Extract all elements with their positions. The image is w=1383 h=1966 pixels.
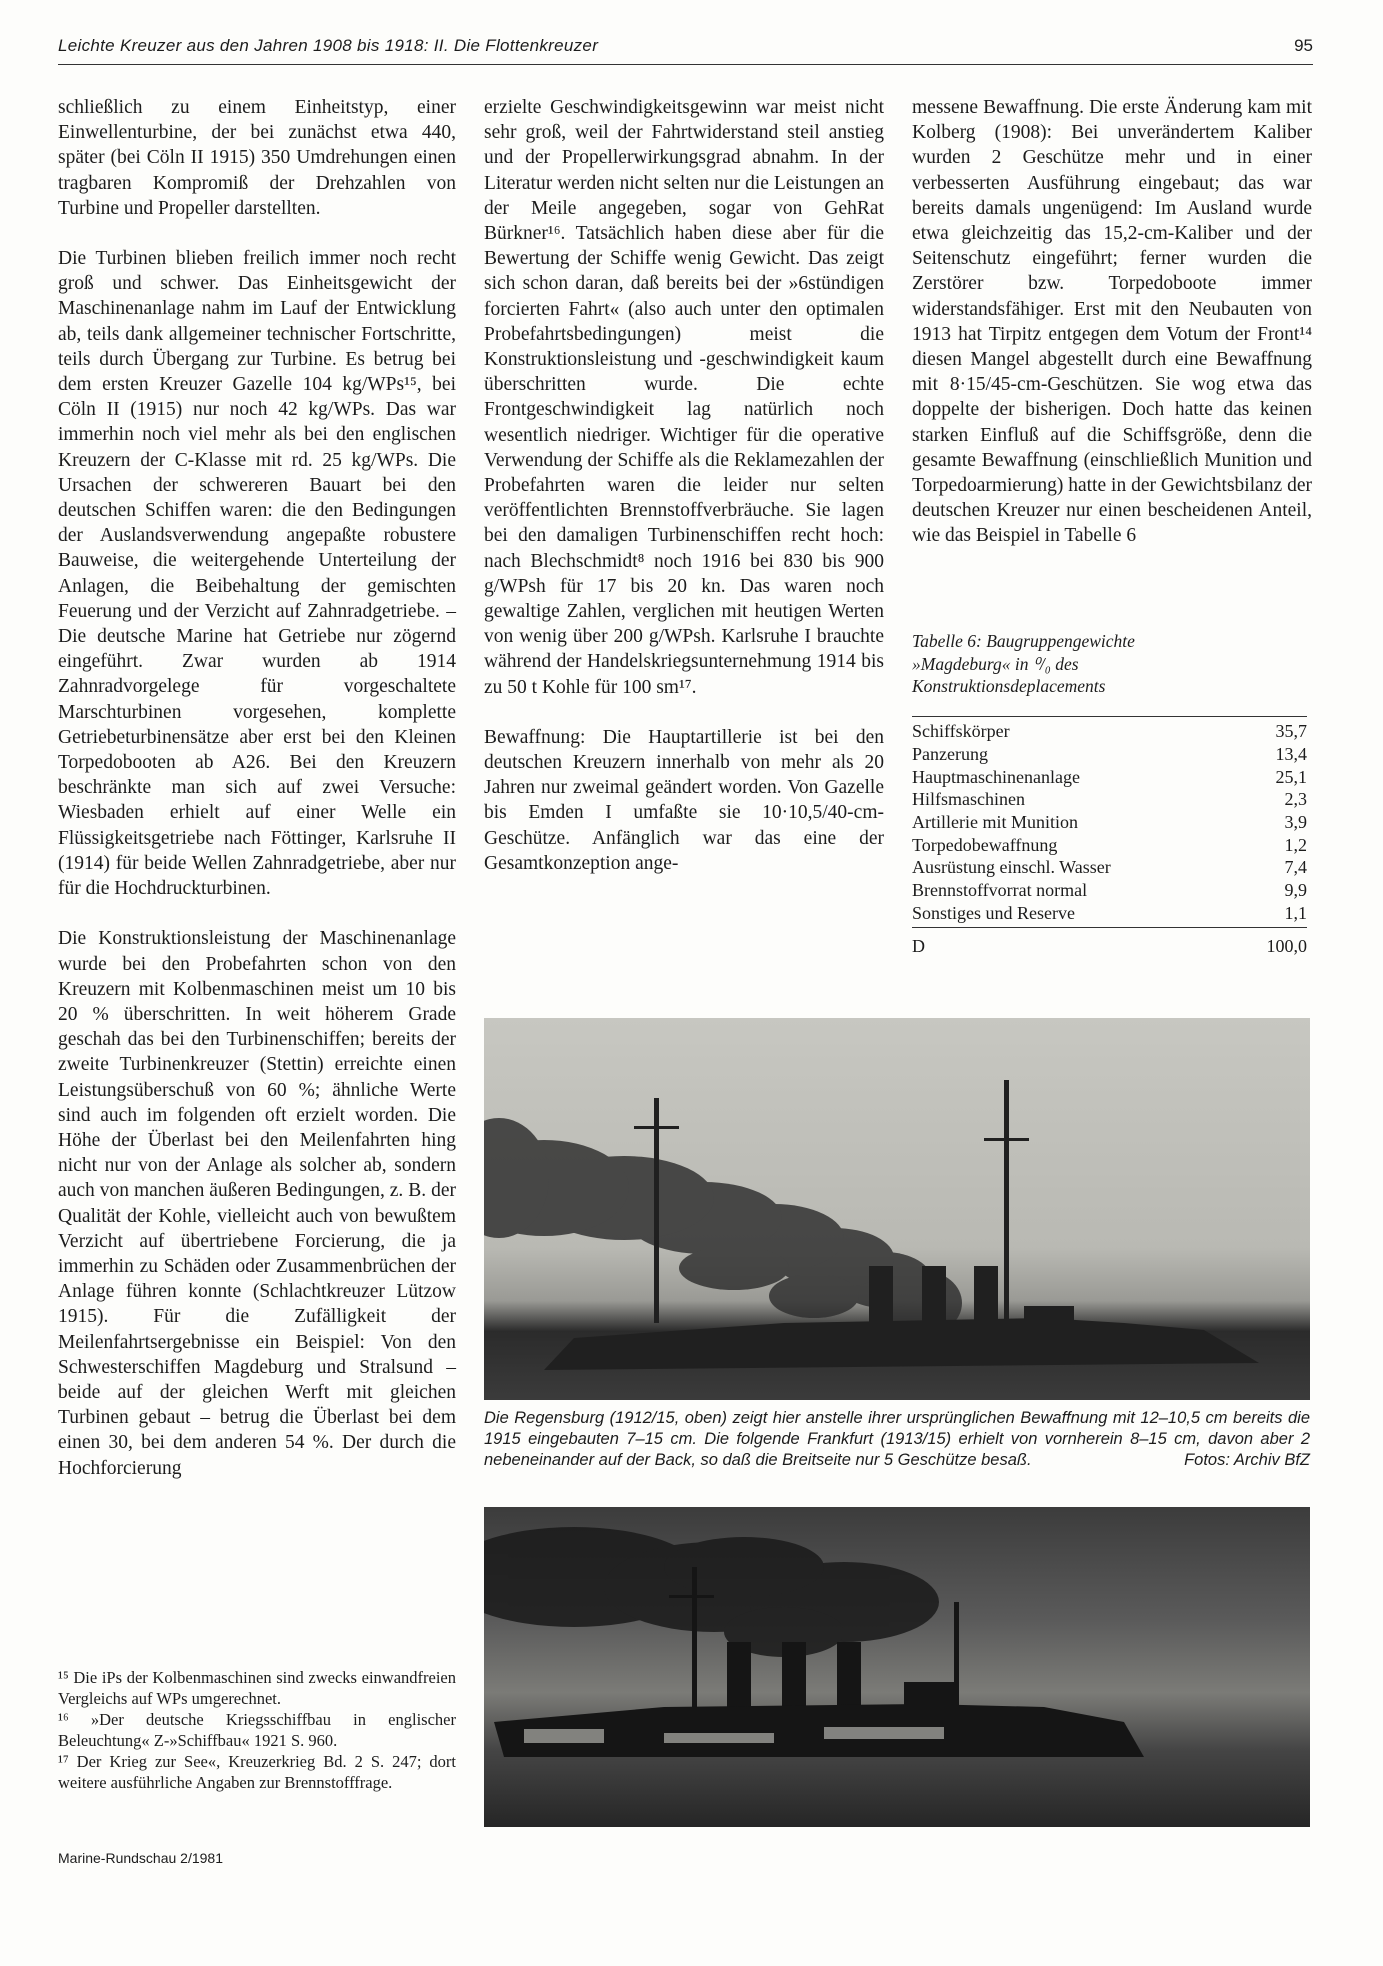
paragraph: Die Turbinen blieben freilich immer noch recht groß und schwer. Das Einheitsgewicht der Maschinenanlage nahm im Lauf der Entwicklung ab, teils dank allgemeiner technischer Fortschritte, teils durch Übergang zur Turbine. Es betrug bei dem ersten Kreuzer Gazelle 104 kg/WPs¹⁵, bei Cöln II (1915) nur noch 42 kg/WPs. Das war immerhin noch viel mehr als bei den englischen Kreuzern der C-Klasse mit rd. 25 kg/WPs. Die Ursachen der schwereren Bauart bei den deutschen Schiffen waren: die den Bedingungen der Auslandsverwendung angepaßte robustere Bauweise, die weitergehende Unterteilung der Anlagen, die Beibehaltung der gemischten Feuerung und der Verzicht auf Zahnradgetriebe. – Die deutsche Marine hat Getriebe nur zögernd eingeführt. Zwar wurden ab 1914 Zahnradvorgelege für vorgeschaltete Marschturbinen vorgesehen, komplette Getriebeturbinensätze aber erst bei den Kleinen Torpedobooten ab A26. Bei den Kreuzern beschränkte man sich auf zwei Versuche: Wiesbaden erhielt auf einer Welle ein Flüssigkeitsgetriebe nach Föttinger, Karlsruhe II (1914) für beide Wellen Zahnradgetriebe, aber nur für die Hochdruckturbinen. <box>58 248 456 900</box>
row-label: Schiffskörper <box>912 717 1240 743</box>
paragraph: Die Konstruktionsleistung der Maschinenanlage wurde bei den Probefahrten schon von den Kreuzern mit Kolbenmaschinen meist um 10 bis 20 % überschritten. In weit höherem Grade geschah das bei den Turbinenschiffen; bereits der zweite Turbinenkreuzer (Stettin) erreichte einen Leistungsüberschuß von 60 %; ähnliche Werte sind auch im folgenden oft erzielt worden. Die Höhe der Überlast bei den Meilenfahrten hing nicht nur von der Anlage als solcher ab, sondern auch von manchen äußeren Bedingungen, z. B. der Qualität der Kohle, vielleicht auch von bewußtem Verzicht auf übertriebene Forcierung, die ja immerhin zu Schäden oder Zusammenbrüchen der Anlage führen konnte (Schlachtkreuzer Lützow 1915). Für die Zufälligkeit der Meilenfahrtsergebnisse ein Beispiel: Von den Schwesterschiffen Magdeburg und Stralsund – beide auf der gleichen Werft mit gleichen Turbinen gebaut – betrug die Überlast bei dem einen 30, bei dem anderen 54 %. Der durch die Hochforcierung <box>58 928 456 1479</box>
row-label: Hilfsmaschinen <box>912 789 1025 810</box>
table-row <box>912 833 1307 856</box>
footnotes <box>58 1667 456 1793</box>
row-value: 35,7 <box>1240 717 1307 743</box>
table-row <box>912 811 1307 834</box>
table-row <box>912 765 1307 788</box>
table-row <box>912 788 1307 811</box>
table-row <box>912 856 1307 879</box>
row-value: 3,9 <box>1284 812 1307 833</box>
text-column-2 <box>484 95 884 876</box>
journal-footer: Marine-Rundschau 2/1981 <box>58 1850 223 1866</box>
table-row <box>912 879 1307 902</box>
photo-caption <box>484 1408 1310 1471</box>
table-caption-line: Konstruktionsdeplacements <box>912 676 1106 696</box>
paragraph: messene Bewaffnung. Die erste Änderung kam mit Kolberg (1908): Bei unverändertem Kaliber wurden 2 Geschütze mehr und in einer verbesserten Ausführung eingebaut; das war bereits damals ungenügend: Im Ausland wurde etwa gleichzeitig das 15,2-cm-Kaliber und der Seitenschutz eingeführt; ferner wurden die Zerstörer bzw. Torpedoboote immer widerstandsfähiger. Erst mit den Neubauten von 1913 hat Tirpitz entgegen dem Votum der Front¹⁴ diesen Mangel abgestellt durch eine Bewaffnung mit 8·15/45-cm-Geschützen. Sie wog etwa das doppelte der bisherigen. Doch hatte das keinen starken Einfluß auf die Schiffsgröße, denn die gesamte Bewaffnung (einschließlich Munition und Torpedoarmierung) hatte in der Gewichtsbilanz der deutschen Kreuzer nur einen bescheidenen Anteil, wie das Beispiel in Tabelle 6 <box>912 97 1312 547</box>
table-total-row <box>912 928 1307 957</box>
total-label: D <box>912 928 1240 957</box>
row-value: 2,3 <box>1284 789 1307 810</box>
row-value: 13,4 <box>1275 744 1307 765</box>
table-caption <box>912 630 1312 698</box>
photo-regensburg <box>484 1018 1310 1400</box>
paragraph: schließlich zu einem Einheitstyp, einer Einwellenturbine, der bei zunächst etwa 440, später (bei Cöln II 1915) 350 Umdrehungen einen tragbaren Kompromiß der Drehzahlen von Turbine und Propeller darstellten. <box>58 97 456 219</box>
row-value: 1,1 <box>1284 902 1307 923</box>
text-column-3 <box>912 95 1312 549</box>
footnote: ¹⁵ Die iPs der Kolbenmaschinen sind zwecks einwandfreien Vergleichs auf WPs umgerechnet. <box>58 1668 456 1708</box>
paragraph: erzielte Geschwindigkeitsgewinn war meist nicht sehr groß, weil der Fahrtwiderstand steil anstieg und der Propellerwirkungsgrad abnahm. In der Literatur werden nicht selten nur die Leistungen an der Meile angegeben, sogar von GehRat Bürkner¹⁶. Tatsächlich haben diese aber für die Bewertung der Schiffe wenig Gewicht. Das zeigt sich schon daran, daß bereits bei der »6stündigen forcierten Fahrt« (also auch unter den optimalen Probefahrtsbedingungen) meist die Konstruktionsleistung und -geschwindigkeit kaum überschritten wurde. Die echte Frontgeschwindigkeit lag natürlich noch wesentlich niedriger. Wichtiger für die operative Verwendung der Schiffe als die Reklamezahlen der Probefahrten waren die leider nur selten veröffentlichten Brennstoffverbräuche. Sie lagen bei den damaligen Turbinenschiffen recht hoch: nach Blechschmidt⁸ noch 1916 bei 830 bis 900 g/WPsh für 17 bis 20 kn. Das waren noch gewaltige Zahlen, verglichen mit heutigen Werten von wenig über 200 g/WPsh. Karlsruhe I brauchte während der Handelskriegsunternehmung 1914 bis zu 50 t Kohle für 100 sm¹⁷. <box>484 97 884 698</box>
row-value: 7,4 <box>1284 857 1307 878</box>
photo-caption-text: Die Regensburg (1912/15, oben) zeigt hier anstelle ihrer ursprünglichen Bewaffnung mit 12–10,5 cm bereits die 1915 eingebauten 7–15 cm. Die folgende Frankfurt (1913/15) erhielt von vornherein 8–15 cm, davon aber 2 nebeneinander auf der Back, so daß die Breitseite nur 5 Geschütze besaß. <box>484 1409 1310 1469</box>
table-row <box>912 717 1307 743</box>
header-title: Leichte Kreuzer aus den Jahren 1908 bis 1918: II. Die Flottenkreuzer <box>58 36 599 55</box>
paragraph: Bewaffnung: Die Hauptartillerie ist bei den deutschen Kreuzern innerhalb von mehr als 20 Jahren nur zweimal geändert worden. Von Gazelle bis Emden I umfaßte sie 10·10,5/40-cm-Geschütze. Anfänglich war das eine der Gesamtkonzeption ange- <box>484 726 884 874</box>
row-label: Artillerie mit Munition <box>912 812 1078 833</box>
running-header <box>58 36 1313 65</box>
page-number: 95 <box>1294 36 1313 55</box>
table-caption-line: »Magdeburg« in ⁰/₀ des <box>912 653 1079 674</box>
photo-frankfurt <box>484 1507 1310 1827</box>
table-caption-line: Tabelle 6: Baugruppengewichte <box>912 631 1135 651</box>
photo-credit: Fotos: Archiv BfZ <box>1184 1451 1310 1469</box>
ship-photo-illustration <box>484 1018 1310 1400</box>
row-value: 9,9 <box>1284 880 1307 901</box>
table-row <box>912 902 1307 928</box>
row-label: Brennstoffvorrat normal <box>912 880 1088 901</box>
ship-photo-illustration <box>484 1507 1310 1827</box>
weights-table <box>912 716 1307 957</box>
row-label: Ausrüstung einschl. Wasser <box>912 857 1111 878</box>
row-label: Sonstiges und Reserve <box>912 902 1075 923</box>
table-row <box>912 743 1307 766</box>
footnote: ¹⁷ Der Krieg zur See«, Kreuzerkrieg Bd. 2 S. 247; dort weitere ausführliche Angaben zur Brennstofffrage. <box>58 1752 456 1792</box>
row-label: Torpedobewaffnung <box>912 834 1058 855</box>
footnote: ¹⁶ »Der deutsche Kriegsschiffbau in englischer Beleuchtung« Z-»Schiffbau« 1921 S. 960. <box>58 1710 456 1750</box>
total-value: 100,0 <box>1240 928 1307 957</box>
row-value: 25,1 <box>1275 766 1307 787</box>
row-label: Hauptmaschinenanlage <box>912 766 1080 787</box>
row-label: Panzerung <box>912 744 988 765</box>
text-column-1 <box>58 95 456 1481</box>
row-value: 1,2 <box>1284 834 1307 855</box>
